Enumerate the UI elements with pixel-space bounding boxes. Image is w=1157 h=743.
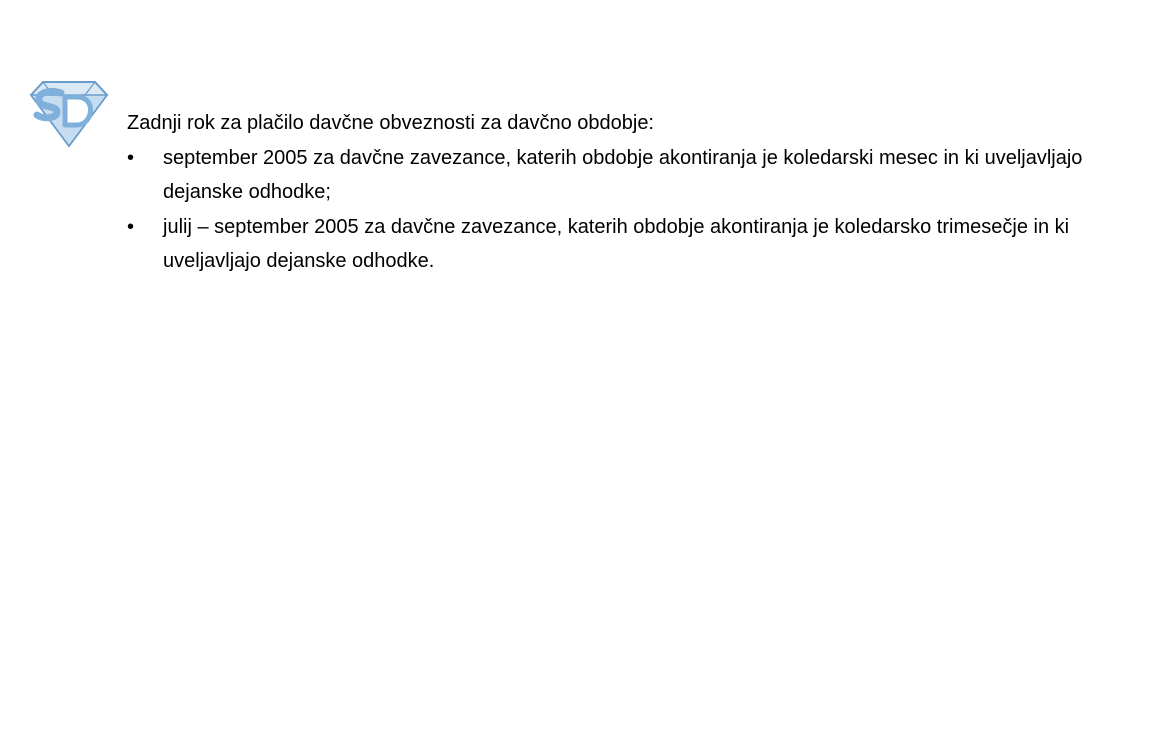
list-item-text: julij – september 2005 za davčne zavezance, katerih obdobje akontiranja je koledarsko trimesečje in ki uveljavljajo dejanske odhodke. (163, 216, 1070, 272)
list-item (127, 210, 1117, 278)
sd-diamond-logo-icon (27, 79, 111, 149)
bullet-list (127, 141, 1117, 278)
bullet-icon: • (127, 147, 135, 169)
list-item-text: september 2005 za davčne zavezance, katerih obdobje akontiranja je koledarski mesec in ki uveljavljajo dejanske odhodke; (163, 147, 1083, 203)
bullet-icon: • (127, 216, 135, 238)
list-item (127, 141, 1117, 209)
intro-text: Zadnji rok za plačilo davčne obveznosti za davčno obdobje: (127, 112, 654, 134)
document-body (127, 106, 1117, 279)
